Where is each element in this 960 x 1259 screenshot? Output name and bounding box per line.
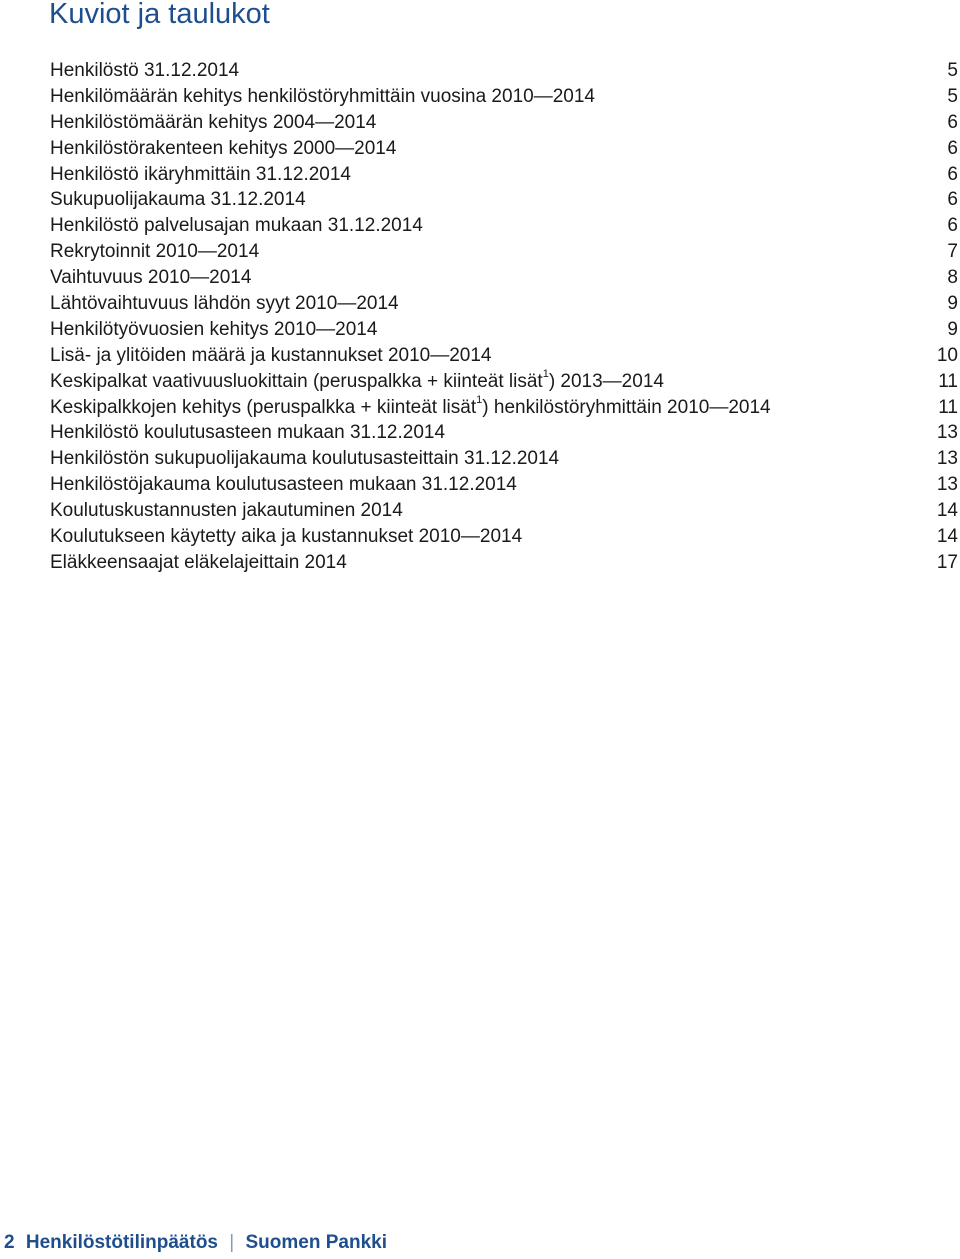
toc-entry-label: Henkilöstö ikäryhmittäin 31.12.2014 <box>50 163 352 185</box>
toc-entry-label: Lähtövaihtuvuus lähdön syyt 2010—2014 <box>50 293 399 315</box>
toc-entry-label: Koulutuskustannusten jakautuminen 2014 <box>50 500 403 522</box>
toc-entry[interactable] <box>50 343 960 369</box>
toc-entry-page: 7 <box>947 241 958 263</box>
toc-entry-page: 6 <box>947 215 958 237</box>
toc-entry-label: Henkilötyövuosien kehitys 2010—2014 <box>50 318 378 340</box>
toc-entry[interactable] <box>50 213 960 239</box>
footer-separator: | <box>229 1232 235 1253</box>
toc-entry-page: 5 <box>947 85 958 107</box>
toc-entry[interactable] <box>50 265 960 291</box>
toc-entry-label: Henkilöstömäärän kehitys 2004—2014 <box>50 111 377 133</box>
toc-entry-page: 6 <box>947 111 958 133</box>
page-title: Kuviot ja taulukot <box>49 0 270 30</box>
toc-entry[interactable] <box>50 136 960 162</box>
toc-entry[interactable] <box>50 550 960 576</box>
toc-entry-page: 9 <box>947 318 958 340</box>
toc-entry[interactable] <box>50 110 960 136</box>
toc-entry-label: Henkilöstörakenteen kehitys 2000—2014 <box>50 137 397 159</box>
toc-entry-label: Lisä- ja ylitöiden määrä ja kustannukset 2010—2014 <box>50 344 492 366</box>
toc-entry-page: 13 <box>936 422 958 444</box>
toc-entry[interactable] <box>50 162 960 188</box>
toc-entry-label: Henkilöstö koulutusasteen mukaan 31.12.2014 <box>50 422 446 444</box>
toc-entry-page: 6 <box>947 189 958 211</box>
toc-entry-page: 14 <box>936 526 958 548</box>
footnote-marker: 1 <box>476 394 483 407</box>
toc-entry-label: Sukupuolijakauma 31.12.2014 <box>50 189 306 211</box>
footer-publication: Henkilöstötilinpäätös <box>25 1232 218 1253</box>
toc-entry-page: 17 <box>936 551 958 573</box>
toc-entry-page: 14 <box>936 500 958 522</box>
toc-entry-label: Henkilöstö 31.12.2014 <box>50 60 240 81</box>
toc-entry[interactable] <box>50 420 960 446</box>
toc-entry-label <box>50 395 771 421</box>
toc-entry-label: Vaihtuvuus 2010—2014 <box>50 267 252 289</box>
toc-entry-label-text: Keskipalkat vaativuusluokittain (peruspalkka + kiinteät lisät <box>50 370 543 392</box>
toc-entry-page: 5 <box>947 60 958 81</box>
toc-entry-label: Henkilöstöjakauma koulutusasteen mukaan 31.12.2014 <box>50 474 517 496</box>
table-of-contents <box>50 58 960 576</box>
footer-organization: Suomen Pankki <box>245 1232 387 1253</box>
toc-entry[interactable] <box>50 239 960 265</box>
toc-entry-label-suffix: ) henkilöstöryhmittäin 2010—2014 <box>482 396 771 418</box>
toc-entry[interactable] <box>50 291 960 317</box>
toc-entry-page: 13 <box>936 474 958 496</box>
toc-entry-label-suffix: ) 2013—2014 <box>548 370 664 392</box>
toc-entry-page: 11 <box>938 396 958 418</box>
toc-entry-page: 13 <box>936 448 958 470</box>
page-footer <box>4 1230 387 1256</box>
toc-entry-page: 11 <box>938 370 958 392</box>
toc-entry-label: Henkilömäärän kehitys henkilöstöryhmittäin vuosina 2010—2014 <box>50 85 595 107</box>
toc-entry[interactable] <box>50 58 960 84</box>
toc-entry-page: 6 <box>947 163 958 185</box>
toc-entry-page: 9 <box>947 293 958 315</box>
toc-entry-label-text: Keskipalkkojen kehitys (peruspalkka + kiinteät lisät <box>50 396 477 418</box>
toc-entry-label: Henkilöstön sukupuolijakauma koulutusasteittain 31.12.2014 <box>50 448 560 470</box>
toc-entry[interactable] <box>50 84 960 110</box>
toc-entry[interactable] <box>50 446 960 472</box>
toc-entry[interactable] <box>50 317 960 343</box>
footnote-marker: 1 <box>542 368 549 381</box>
toc-entry[interactable] <box>50 395 960 421</box>
toc-entry-label <box>50 369 664 395</box>
toc-entry[interactable] <box>50 369 960 395</box>
toc-entry-label: Koulutukseen käytetty aika ja kustannukset 2010—2014 <box>50 526 523 548</box>
toc-entry[interactable] <box>50 498 960 524</box>
toc-entry-label: Henkilöstö palvelusajan mukaan 31.12.2014 <box>50 215 423 237</box>
toc-entry-label: Rekrytoinnit 2010—2014 <box>50 241 260 263</box>
toc-entry[interactable] <box>50 524 960 550</box>
toc-entry-page: 6 <box>947 137 958 159</box>
footer-page-number: 2 <box>4 1232 15 1253</box>
toc-entry[interactable] <box>50 472 960 498</box>
toc-entry[interactable] <box>50 187 960 213</box>
toc-entry-page: 10 <box>936 344 958 366</box>
toc-entry-page: 8 <box>947 267 958 289</box>
toc-entry-label: Eläkkeensaajat eläkelajeittain 2014 <box>50 551 347 573</box>
